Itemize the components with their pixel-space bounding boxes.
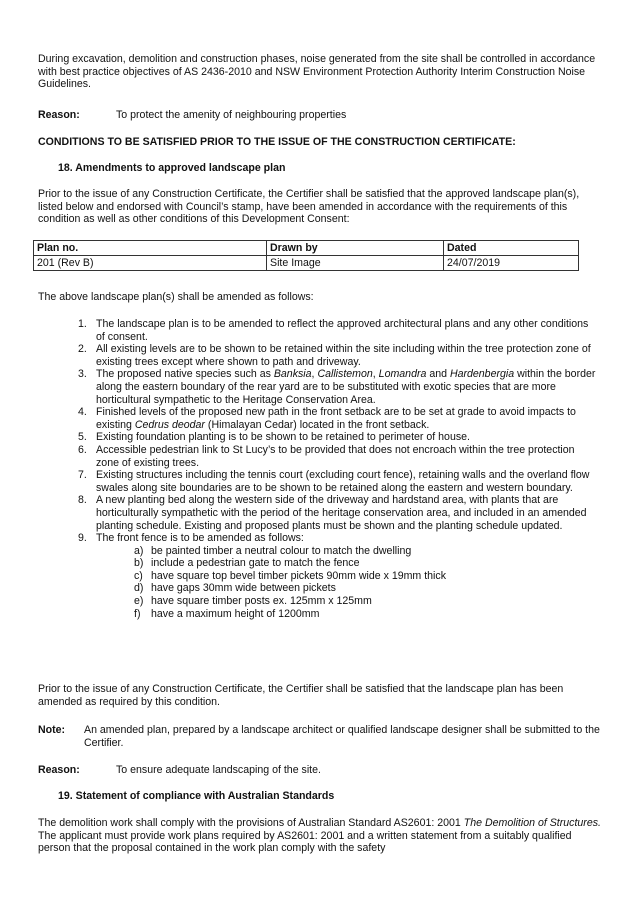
item-text: The landscape plan is to be amended to reflect the approved architectural plans and any other conditions of consent. [96,318,589,343]
condition-18-paragraph: Prior to the issue of any Construction Certificate, the Certifier shall be satisfied that the approved landscape plan(s), listed below and endorsed with Council’s stamp, have been amended in accordance with the requirements of this condition as well as other conditions of this Development Consent: [38,188,580,226]
table-header-row [34,241,579,256]
table-header-plan-no: Plan no. [34,241,267,256]
list-item [78,343,600,368]
species-name: Cedrus deodar [134,418,205,431]
item-text: be painted timber a neutral colour to match the dwelling [151,544,412,557]
item-text: have a maximum height of 1200mm [151,607,320,620]
item-text: have square top bevel timber pickets 90mm wide x 19mm thick [151,569,446,582]
fence-sub-list [96,545,600,621]
table-cell-plan-no: 201 (Rev B) [34,256,267,271]
item-text: The front fence is to be amended as follows: [96,532,304,545]
note-label: Note: [38,724,66,736]
item-text: The proposed native species such as [96,368,274,381]
list-item [78,368,600,406]
list-item [134,608,600,621]
item-number: 7. [78,469,87,482]
condition-19-heading: 19. Statement of compliance with Australian Standards [58,790,335,802]
condition-19-paragraph [38,817,602,855]
item-number: 6. [78,443,87,456]
item-text: (Himalayan Cedar) located in the front setback. [204,418,430,431]
list-item [78,444,600,469]
item-text: have square timber posts ex. 125mm x 125mm [151,595,372,608]
list-item [78,469,600,494]
list-item [134,582,600,595]
paragraph-text: The applicant must provide work plans required by AS2601: 2001 and a written statement from a suitably qualified person that the proposal contained in the work plan comply with the safety [38,829,572,855]
reason-text: To ensure adequate landscaping of the site. [116,764,321,776]
list-item [78,431,600,444]
item-text: A new planting bed along the western side of the driveway and hardstand area, with plants that are horticulturally sympathetic with the period of the heritage conservation area, and included in an amended planting schedule. Existing and proposed plants must be shown and the planting schedule updated. [96,494,587,532]
closing-paragraph: Prior to the issue of any Construction Certificate, the Certifier shall be satisfied that the landscape plan has been amended as required by this condition. [38,683,564,708]
landscape-plans-table [33,240,579,271]
list-item [78,406,600,431]
list-item [78,318,600,343]
species-name: Banksia [273,368,312,381]
table-cell-drawn-by: Site Image [267,256,444,271]
list-item [134,557,600,570]
item-text: , [311,368,318,381]
item-number: 9. [78,532,87,545]
reason-label: Reason: [38,764,80,776]
item-number: e) [134,595,144,608]
item-text: within the border along the eastern boundary of the rear yard are to be substituted with exotic species that are more horticultural sympathetic to the Heritage Conservation Area. [96,368,596,406]
list-item [78,532,600,620]
item-text: include a pedestrian gate to match the fence [151,557,360,570]
item-number: 3. [78,368,87,381]
table-cell-dated: 24/07/2019 [444,256,579,271]
note-text: An amended plan, prepared by a landscape architect or qualified landscape designer shall be submitted to the Certifier. [84,724,600,749]
table-row [34,256,579,271]
condition-18-heading: 18. Amendments to approved landscape plan [58,162,286,174]
list-item [134,570,600,583]
list-item [78,494,600,532]
item-text: have gaps 30mm wide between pickets [151,582,336,595]
item-number: b) [134,557,144,570]
item-text: , [372,368,379,381]
item-text: and [426,368,450,381]
standard-title: The Demolition of Structures. [463,817,601,829]
reason-label: Reason: [38,109,80,121]
list-item [134,545,600,558]
amend-intro: The above landscape plan(s) shall be amended as follows: [38,291,314,303]
item-number: c) [134,569,143,582]
paragraph-text: The demolition work shall comply with the provisions of Australian Standard AS2601: 2001 [38,817,464,829]
item-text: Existing structures including the tennis court (excluding court fence), retaining walls and the overland flow swales along site boundaries are to be shown to be retained along the eastern and western boundary. [96,469,590,494]
intro-paragraph: During excavation, demolition and construction phases, noise generated from the site shall be controlled in accordance with best practice objectives of AS 2436-2010 and NSW Environment Protection Authority Interim Construction Noise Guidelines. [38,53,596,91]
item-number: a) [134,544,144,557]
item-number: 5. [78,431,87,444]
amendment-list [78,318,600,620]
section-heading: CONDITIONS TO BE SATISFIED PRIOR TO THE ISSUE OF THE CONSTRUCTION CERTIFICATE: [38,136,516,148]
item-text: All existing levels are to be shown to be retained within the site including within the tree protection zone of existing trees except where shown to path and driveway. [96,343,591,368]
reason-text: To protect the amenity of neighbouring properties [116,109,347,121]
species-name: Lomandra [378,368,427,381]
species-name: Hardenbergia [449,368,515,381]
item-number: 8. [78,494,87,507]
item-text: Existing foundation planting is to be shown to be retained to perimeter of house. [96,431,470,444]
list-item [134,595,600,608]
item-number: 4. [78,406,87,419]
table-header-drawn-by: Drawn by [267,241,444,256]
item-number: d) [134,582,144,595]
table-header-dated: Dated [444,241,579,256]
item-text: Finished levels of the proposed new path in the front setback are to be set at grade to avoid impacts to existing [96,406,576,431]
item-number: 2. [78,343,87,356]
item-number: f) [134,607,141,620]
item-number: 1. [78,318,87,330]
species-name: Callistemon [317,368,373,381]
item-text: Accessible pedestrian link to St Lucy’s to be provided that does not encroach within the tree protection zone of existing trees. [96,443,575,469]
